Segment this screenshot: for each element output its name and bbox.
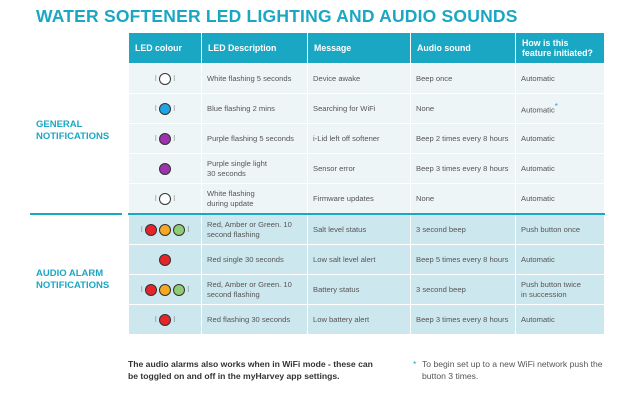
led-description-cell xyxy=(202,124,308,154)
led-description-cell-text: White flashing during update xyxy=(207,188,255,208)
purple-led-icon xyxy=(159,133,171,145)
message-cell xyxy=(308,275,411,305)
audio-sound-cell xyxy=(411,64,516,94)
table-row xyxy=(129,305,605,335)
footnote-marker: * xyxy=(413,359,417,369)
white-led-icon xyxy=(159,193,171,205)
footnote-marker: * xyxy=(554,101,558,111)
flash-indicator-icon: ⁝ xyxy=(154,193,157,203)
led-description-cell xyxy=(202,214,308,245)
led-colour-cell xyxy=(129,64,202,94)
column-header-audio-sound: Audio sound xyxy=(411,33,516,64)
purple-led-icon xyxy=(159,163,171,175)
message-cell-text: Low battery alert xyxy=(313,314,370,324)
audio-alarm-footnote: The audio alarms also works when in WiFi mode - these can be toggled on and off in the myHarvey app settings. xyxy=(128,359,373,381)
initiated-cell-text: Automatic xyxy=(521,73,555,83)
led-description-cell xyxy=(202,275,308,305)
initiated-cell-text: Automatic xyxy=(521,254,555,264)
initiated-cell-text: Automatic xyxy=(521,163,555,173)
message-cell-text: Low salt level alert xyxy=(313,254,376,264)
amber-led-icon xyxy=(159,224,171,236)
red-led-icon xyxy=(159,254,171,266)
message-cell-text: Battery status xyxy=(313,284,360,294)
amber-led-icon xyxy=(159,284,171,296)
initiated-cell xyxy=(516,275,605,305)
page-title: WATER SOFTENER LED LIGHTING AND AUDIO SOUNDS xyxy=(36,6,518,26)
table-row xyxy=(129,275,605,305)
audio-sound-cell-text: Beep once xyxy=(416,73,453,83)
flash-indicator-icon: ⁝ xyxy=(140,284,143,294)
led-colour-cell xyxy=(129,245,202,275)
initiated-cell xyxy=(516,154,605,184)
flash-indicator-icon: ⁝ xyxy=(173,193,176,203)
green-led-icon xyxy=(173,284,185,296)
audio-sound-cell-text: Beep 3 times every 8 hours xyxy=(416,163,509,173)
message-cell xyxy=(308,64,411,94)
audio-sound-cell-text: 3 second beep xyxy=(416,224,466,234)
column-header-how-initiated: How is this feature initiated? xyxy=(516,33,605,64)
audio-sound-cell xyxy=(411,184,516,215)
section-divider xyxy=(30,213,122,215)
message-cell-text: Device awake xyxy=(313,73,361,83)
led-description-cell-text: Red, Amber or Green. 10 second flashing xyxy=(207,219,292,239)
initiated-cell-text: Automatic xyxy=(521,133,555,143)
audio-sound-cell-text: Beep 3 times every 8 hours xyxy=(416,314,509,324)
red-led-icon xyxy=(145,284,157,296)
audio-sound-cell-text: 3 second beep xyxy=(416,284,466,294)
led-colour-cell xyxy=(129,94,202,124)
flash-indicator-icon: ⁝ xyxy=(173,73,176,83)
led-description-cell xyxy=(202,64,308,94)
table-row xyxy=(129,94,605,124)
initiated-cell-text: Automatic xyxy=(521,105,555,115)
led-description-cell xyxy=(202,154,308,184)
initiated-cell-text: Automatic xyxy=(521,314,555,324)
message-cell-text: i-Lid left off softener xyxy=(313,133,380,143)
column-header-message: Message xyxy=(308,33,411,64)
led-colour-cell xyxy=(129,214,202,245)
initiated-cell xyxy=(516,64,605,94)
wifi-footnote xyxy=(413,358,607,382)
general-notifications-label: GENERAL NOTIFICATIONS xyxy=(36,119,110,142)
red-led-icon xyxy=(159,314,171,326)
audio-sound-cell-text: None xyxy=(416,103,435,113)
message-cell-text: Sensor error xyxy=(313,163,356,173)
led-description-cell xyxy=(202,245,308,275)
message-cell-text: Salt level status xyxy=(313,224,367,234)
initiated-cell xyxy=(516,184,605,215)
led-audio-table xyxy=(128,32,605,335)
message-cell xyxy=(308,305,411,335)
audio-sound-cell xyxy=(411,275,516,305)
led-colour-cell xyxy=(129,184,202,215)
led-description-cell-text: Red single 30 seconds xyxy=(207,254,284,264)
table-row xyxy=(129,64,605,94)
wifi-footnote-text: To begin set up to a new WiFi network push the button 3 times. xyxy=(422,359,603,381)
table-row xyxy=(129,245,605,275)
audio-sound-cell xyxy=(411,154,516,184)
flash-indicator-icon: ⁝ xyxy=(154,103,157,113)
flash-indicator-icon: ⁝ xyxy=(187,224,190,234)
table-row xyxy=(129,184,605,215)
led-description-cell xyxy=(202,94,308,124)
initiated-cell xyxy=(516,214,605,245)
led-colour-cell xyxy=(129,275,202,305)
message-cell xyxy=(308,124,411,154)
flash-indicator-icon: ⁝ xyxy=(154,73,157,83)
table-header-row xyxy=(129,33,605,64)
audio-alarm-notifications-label: AUDIO ALARM NOTIFICATIONS xyxy=(36,268,110,291)
led-description-cell-text: White flashing 5 seconds xyxy=(207,73,292,83)
audio-sound-cell-text: None xyxy=(416,193,435,203)
led-description-cell xyxy=(202,184,308,215)
message-cell-text: Searching for WiFi xyxy=(313,103,376,113)
table-row xyxy=(129,154,605,184)
table-row xyxy=(129,214,605,245)
initiated-cell-text: Push button twice in succession xyxy=(521,279,581,299)
green-led-icon xyxy=(173,224,185,236)
led-description-cell-text: Red flashing 30 seconds xyxy=(207,314,291,324)
flash-indicator-icon: ⁝ xyxy=(154,314,157,324)
audio-sound-cell xyxy=(411,305,516,335)
led-colour-cell xyxy=(129,305,202,335)
flash-indicator-icon: ⁝ xyxy=(140,224,143,234)
led-description-cell-text: Purple single light 30 seconds xyxy=(207,158,267,178)
initiated-cell xyxy=(516,124,605,154)
initiated-cell-text: Automatic xyxy=(521,193,555,203)
audio-sound-cell xyxy=(411,245,516,275)
initiated-cell xyxy=(516,94,605,124)
led-description-cell-text: Purple flashing 5 seconds xyxy=(207,133,294,143)
led-description-cell xyxy=(202,305,308,335)
flash-indicator-icon: ⁝ xyxy=(154,133,157,143)
red-led-icon xyxy=(145,224,157,236)
white-led-icon xyxy=(159,73,171,85)
column-header-led-colour: LED colour xyxy=(129,33,202,64)
table-body xyxy=(129,64,605,335)
audio-sound-cell-text: Beep 2 times every 8 hours xyxy=(416,133,509,143)
message-cell-text: Firmware updates xyxy=(313,193,374,203)
flash-indicator-icon: ⁝ xyxy=(187,284,190,294)
audio-sound-cell xyxy=(411,214,516,245)
led-description-cell-text: Blue flashing 2 mins xyxy=(207,103,275,113)
led-colour-cell xyxy=(129,124,202,154)
column-header-led-description: LED Description xyxy=(202,33,308,64)
message-cell xyxy=(308,94,411,124)
message-cell xyxy=(308,214,411,245)
flash-indicator-icon: ⁝ xyxy=(173,103,176,113)
initiated-cell xyxy=(516,245,605,275)
initiated-cell xyxy=(516,305,605,335)
audio-sound-cell xyxy=(411,94,516,124)
blue-led-icon xyxy=(159,103,171,115)
led-description-cell-text: Red, Amber or Green. 10 second flashing xyxy=(207,279,292,299)
message-cell xyxy=(308,245,411,275)
audio-sound-cell-text: Beep 5 times every 8 hours xyxy=(416,254,509,264)
flash-indicator-icon: ⁝ xyxy=(173,133,176,143)
table-row xyxy=(129,124,605,154)
message-cell xyxy=(308,184,411,215)
led-colour-cell xyxy=(129,154,202,184)
initiated-cell-text: Push button once xyxy=(521,224,581,234)
flash-indicator-icon: ⁝ xyxy=(173,314,176,324)
audio-sound-cell xyxy=(411,124,516,154)
message-cell xyxy=(308,154,411,184)
